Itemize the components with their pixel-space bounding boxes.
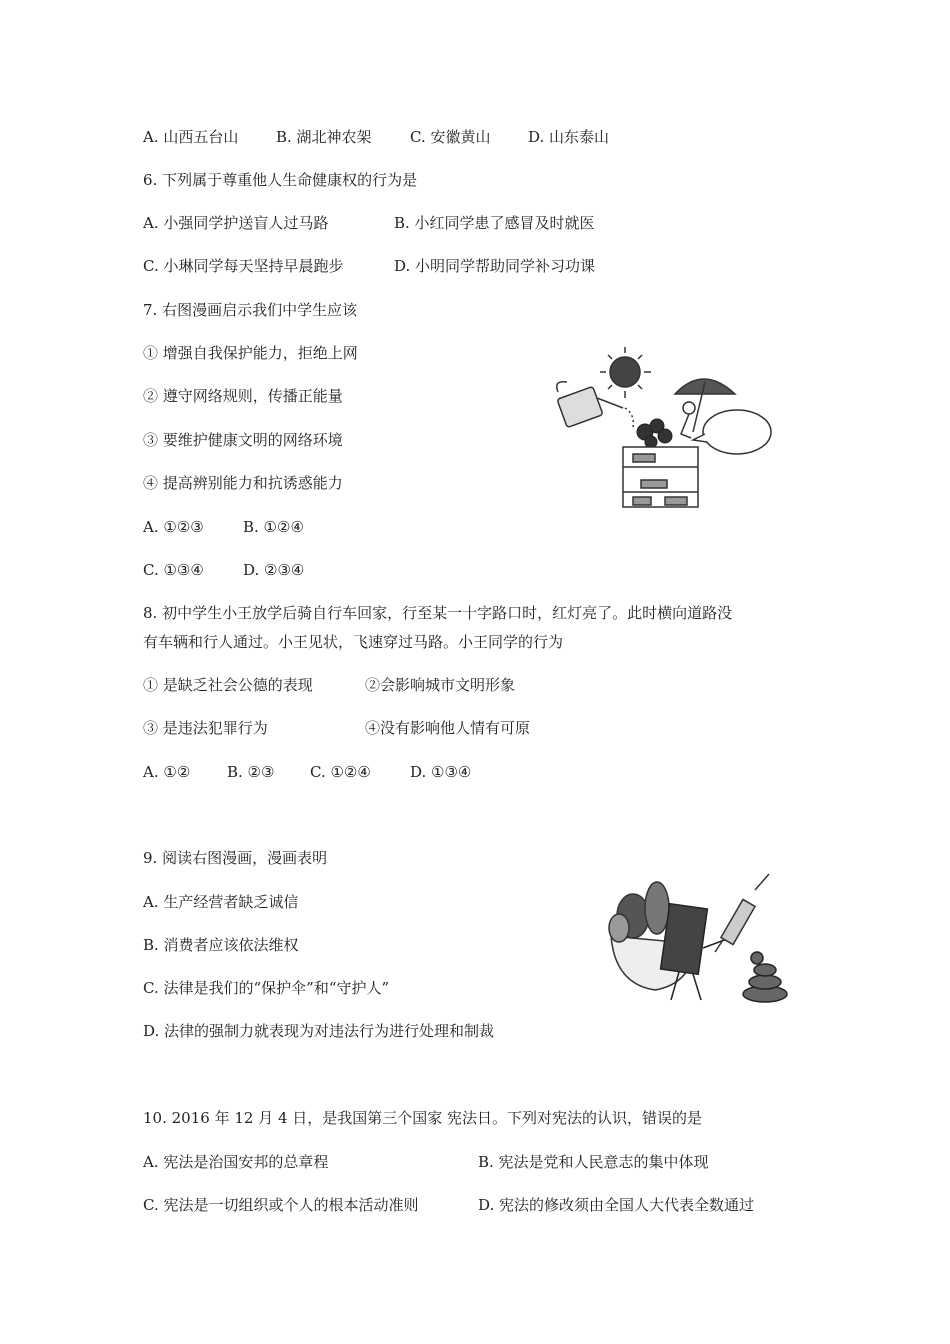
syringe-icon: [715, 874, 769, 952]
q9-option-d: D. 法律的强制力就表现为对违法行为进行处理和制裁: [143, 1022, 495, 1040]
q10-option-b: B. 宪法是党和人民意志的集中体现: [478, 1153, 709, 1171]
q7-cartoon-image: [553, 342, 783, 512]
q6-option-a: A. 小强同学护送盲人过马路: [143, 214, 329, 232]
person-icon: [681, 402, 695, 438]
q7-option-a: A. ①②③: [143, 518, 204, 536]
q10-option-a: A. 宪法是治国安邦的总章程: [143, 1153, 329, 1171]
q8-item-3: ③ 是违法犯罪行为: [143, 719, 268, 737]
q10-option-c: C. 宪法是一切组织或个人的根本活动准则: [143, 1196, 419, 1214]
q9-option-a: A. 生产经营者缺乏诚信: [143, 893, 299, 911]
q5-option-d: D. 山东泰山: [528, 128, 610, 146]
snake-icon: [743, 952, 787, 1002]
q7-option-d: D. ②③④: [243, 561, 305, 579]
q8-option-a: A. ①②: [143, 763, 191, 781]
q8-option-b: B. ②③: [227, 763, 275, 781]
q7-item-1: ① 增强自我保护能力，拒绝上网: [143, 344, 358, 362]
q6-stem: 6. 下列属于尊重他人生命健康权的行为是: [143, 171, 418, 189]
q7-item-3: ③ 要维护健康文明的网络环境: [143, 431, 343, 449]
q8-option-d: D. ①③④: [410, 763, 472, 781]
q9-stem: 9. 阅读右图漫画，漫画表明: [143, 849, 328, 867]
q8-stem-line-2: 有车辆和行人通过。小王见状，飞速穿过马路。小王同学的行为: [143, 633, 564, 651]
watering-can-icon: [557, 382, 634, 428]
law-book-icon: [661, 904, 735, 1000]
q6-option-c: C. 小琳同学每天坚持早晨跑步: [143, 257, 344, 275]
q10-option-d: D. 宪法的修改须由全国人大代表全数通过: [478, 1196, 755, 1214]
q7-stem: 7. 右图漫画启示我们中学生应该: [143, 301, 358, 319]
q5-option-c: C. 安徽黄山: [410, 128, 491, 146]
sun-icon: [600, 347, 651, 398]
q9-cartoon-image: [605, 866, 810, 1008]
q7-item-4: ④ 提高辨别能力和抗诱惑能力: [143, 474, 343, 492]
q8-item-2: ②会影响城市文明形象: [365, 676, 516, 694]
q9-option-c: C. 法律是我们的“保护伞”和“守护人”: [143, 979, 390, 997]
q7-option-c: C. ①③④: [143, 561, 204, 579]
q6-option-b: B. 小红同学患了感冒及时就医: [394, 214, 595, 232]
q8-item-4: ④没有影响他人情有可原: [365, 719, 531, 737]
q10-stem: 10. 2016 年 12 月 4 日，是我国第三个国家 宪法日。下列对宪法的认识，错误的是: [143, 1109, 703, 1127]
flower-pot-icon: [623, 447, 698, 507]
q5-option-b: B. 湖北神农架: [276, 128, 372, 146]
q6-option-d: D. 小明同学帮助同学补习功课: [394, 257, 596, 275]
q5-option-a: A. 山西五台山: [143, 128, 239, 146]
q8-option-c: C. ①②④: [310, 763, 371, 781]
q7-option-b: B. ①②④: [243, 518, 304, 536]
q7-item-2: ② 遵守网络规则，传播正能量: [143, 387, 343, 405]
speech-bubble-icon: [693, 410, 771, 454]
q9-option-b: B. 消费者应该依法维权: [143, 936, 299, 954]
plant-icon: [637, 419, 672, 448]
q8-item-1: ① 是缺乏社会公德的表现: [143, 676, 313, 694]
q8-stem-line-1: 8. 初中学生小王放学后骑自行车回家，行至某一十字路口时，红灯亮了。此时横向道路没: [143, 604, 733, 622]
